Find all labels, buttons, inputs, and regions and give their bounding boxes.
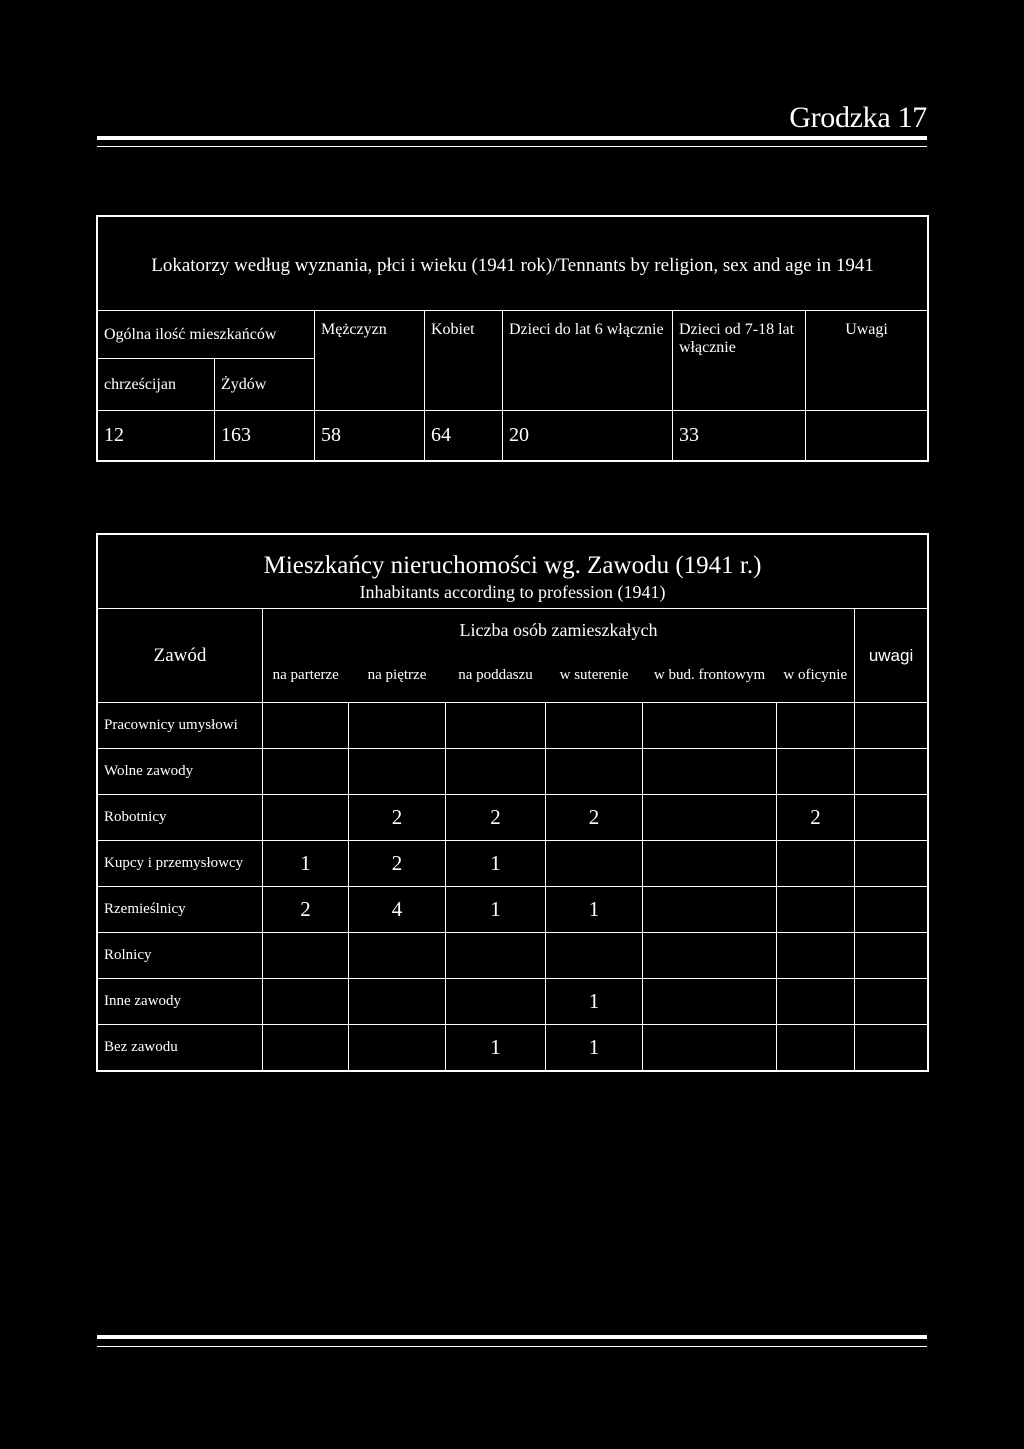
cell	[263, 703, 349, 749]
cell	[263, 1025, 349, 1071]
cell	[855, 703, 928, 749]
cell	[349, 1025, 446, 1071]
cell	[777, 933, 855, 979]
cell	[855, 979, 928, 1025]
row-label: Kupcy i przemysłowcy	[98, 841, 263, 887]
value-women: 64	[425, 411, 503, 461]
header-col-ground-floor: na parterze	[263, 649, 349, 703]
header-men: Mężczyzn	[315, 311, 425, 411]
profession-table	[97, 534, 928, 1071]
row-label: Rolnicy	[98, 933, 263, 979]
header-total: Ogólna ilość mieszkańców	[98, 311, 315, 359]
cell	[263, 795, 349, 841]
header-women: Kobiet	[425, 311, 503, 411]
cell	[349, 749, 446, 795]
row-label: Wolne zawody	[98, 749, 263, 795]
tenants-caption: Lokatorzy według wyznania, płci i wieku (1941 rok)/Tennants by religion, sex and age in 1941	[98, 217, 928, 311]
cell: 1	[263, 841, 349, 887]
cell	[855, 749, 928, 795]
cell	[643, 703, 777, 749]
cell: 1	[446, 887, 546, 933]
page-title: Grodzka 17	[789, 101, 927, 134]
cell	[546, 749, 643, 795]
profession-caption	[98, 535, 928, 609]
cell	[643, 749, 777, 795]
cell	[643, 841, 777, 887]
header-children-7-18: Dzieci od 7-18 lat włącznie	[673, 311, 806, 411]
header-rule-thin	[97, 146, 927, 147]
table-row	[98, 703, 928, 749]
value-men: 58	[315, 411, 425, 461]
value-children-7-18: 33	[673, 411, 806, 461]
cell: 2	[446, 795, 546, 841]
value-jews: 163	[215, 411, 315, 461]
cell	[777, 841, 855, 887]
value-children-6: 20	[503, 411, 673, 461]
cell	[855, 933, 928, 979]
table-row	[98, 749, 928, 795]
header-col-basement: w suterenie	[546, 649, 643, 703]
table-row	[98, 1025, 928, 1071]
header-jews: Żydów	[215, 359, 315, 411]
row-label: Robotnicy	[98, 795, 263, 841]
cell	[855, 1025, 928, 1071]
cell	[855, 887, 928, 933]
header-uwagi: uwagi	[855, 609, 928, 703]
cell	[263, 749, 349, 795]
header-remarks: Uwagi	[806, 311, 928, 411]
footer-rule-thin	[97, 1346, 927, 1347]
value-remarks	[806, 411, 928, 461]
header-col-attic: na poddaszu	[446, 649, 546, 703]
footer-rule-thick	[97, 1335, 927, 1339]
cell	[643, 979, 777, 1025]
cell: 1	[546, 1025, 643, 1071]
cell	[855, 841, 928, 887]
cell	[446, 703, 546, 749]
cell	[446, 979, 546, 1025]
cell	[777, 703, 855, 749]
value-christians: 12	[98, 411, 215, 461]
cell	[777, 887, 855, 933]
cell	[349, 979, 446, 1025]
cell: 2	[263, 887, 349, 933]
header-col-annex: w oficynie	[777, 649, 855, 703]
cell: 2	[349, 795, 446, 841]
header-profession: Zawód	[98, 609, 263, 703]
table-row	[98, 841, 928, 887]
cell: 2	[349, 841, 446, 887]
header-count-group: Liczba osób zamieszkałych	[263, 609, 855, 649]
cell: 2	[777, 795, 855, 841]
cell	[643, 933, 777, 979]
cell	[777, 749, 855, 795]
cell: 1	[446, 1025, 546, 1071]
header-col-upper-floor: na piętrze	[349, 649, 446, 703]
cell: 1	[546, 887, 643, 933]
row-label: Pracownicy umysłowi	[98, 703, 263, 749]
row-label: Bez zawodu	[98, 1025, 263, 1071]
cell	[446, 749, 546, 795]
table-row	[98, 979, 928, 1025]
cell	[643, 795, 777, 841]
tenants-values-row	[98, 411, 928, 461]
row-label: Rzemieślnicy	[98, 887, 263, 933]
cell	[643, 1025, 777, 1071]
header-children-6: Dzieci do lat 6 włącznie	[503, 311, 673, 411]
cell	[777, 1025, 855, 1071]
table-row	[98, 887, 928, 933]
cell: 4	[349, 887, 446, 933]
profession-caption-main: Mieszkańcy nieruchomości wg. Zawodu (1941 r.)	[263, 551, 762, 579]
cell	[263, 933, 349, 979]
table-row	[98, 795, 928, 841]
cell	[643, 887, 777, 933]
cell	[446, 933, 546, 979]
tenants-table	[97, 216, 928, 461]
cell: 1	[446, 841, 546, 887]
cell	[546, 841, 643, 887]
cell: 1	[546, 979, 643, 1025]
cell	[349, 703, 446, 749]
cell	[855, 795, 928, 841]
header-christians: chrześcijan	[98, 359, 215, 411]
row-label: Inne zawody	[98, 979, 263, 1025]
cell	[349, 933, 446, 979]
table-row	[98, 933, 928, 979]
cell	[777, 979, 855, 1025]
cell: 2	[546, 795, 643, 841]
cell	[263, 979, 349, 1025]
cell	[546, 933, 643, 979]
header-col-front-building: w bud. frontowym	[643, 649, 777, 703]
header-rule-thick	[97, 136, 927, 140]
profession-caption-sub: Inhabitants according to profession (1941)	[359, 581, 666, 602]
cell	[546, 703, 643, 749]
